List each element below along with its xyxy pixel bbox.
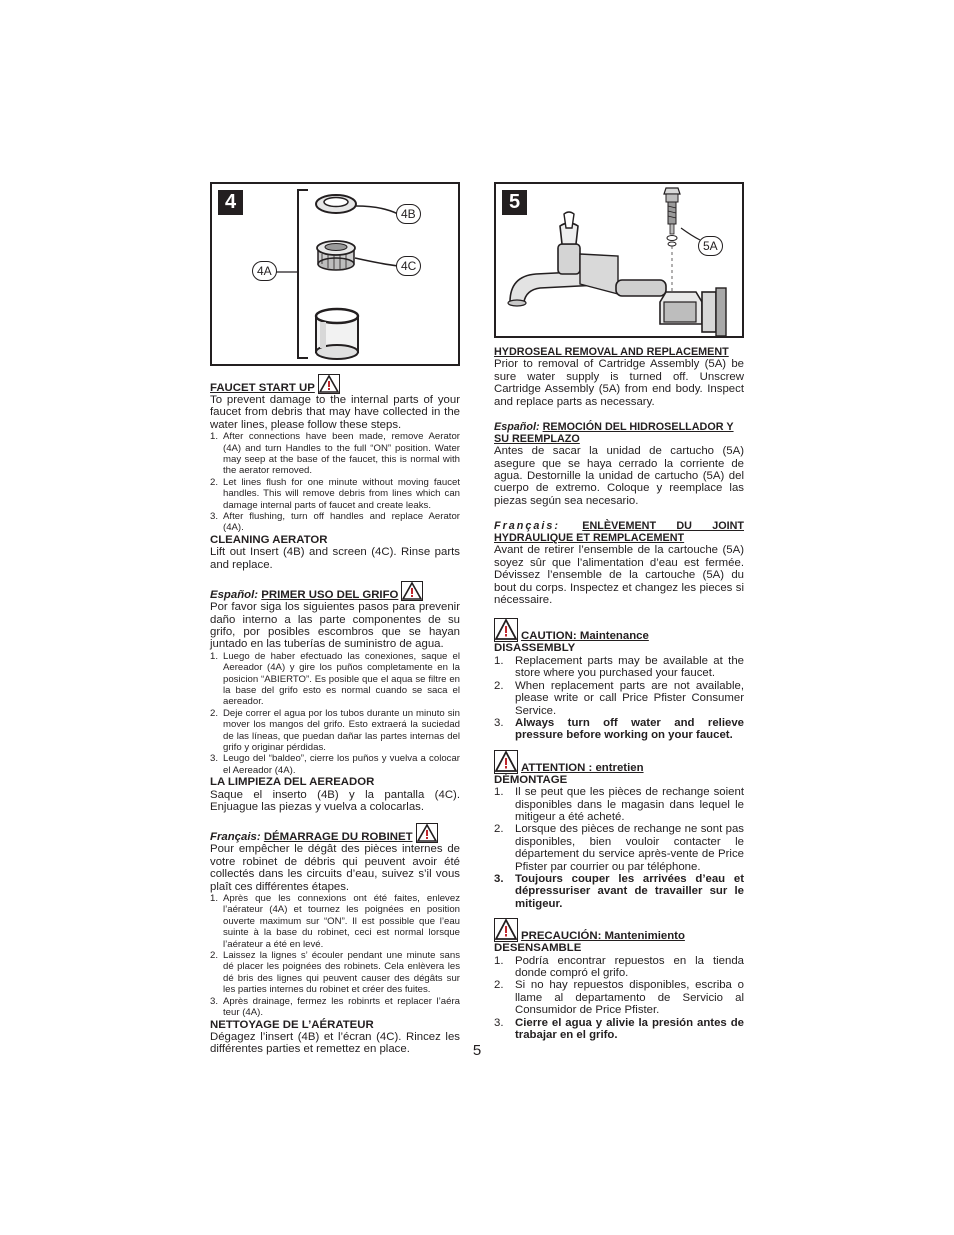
left-column bbox=[210, 182, 460, 1056]
es-start-up-steps bbox=[210, 651, 460, 776]
callout-5a: 5A bbox=[698, 236, 723, 256]
fr-start-up-intro: Pour empêcher le dégât des pièces internes de votre robinet de débris qui peuvent avoir été collectés dans les circuits d’eau, suivez s’il vous plaît ces différentes étapes. bbox=[210, 843, 460, 893]
page-number: 5 bbox=[472, 1042, 482, 1059]
warning-icon bbox=[494, 750, 518, 774]
warning-icon bbox=[416, 823, 438, 843]
list-item: 2. Let lines flush for one minute without moving faucet handles. This will remove debris from lines which can damage internal parts of faucet and create leaks. bbox=[210, 476, 460, 511]
faucet-start-up-intro: To prevent damage to the internal parts of your faucet from debris that may have collected in the water lines, please follow these steps. bbox=[210, 394, 460, 431]
attention-heading-row bbox=[494, 750, 744, 774]
caution-heading: CAUTION: Maintenance bbox=[521, 630, 649, 643]
hydroseal-heading: HYDROSEAL REMOVAL AND REPLACEMENT bbox=[494, 346, 729, 358]
figure-4-aerator-diagram bbox=[210, 182, 460, 366]
attention-steps bbox=[494, 786, 744, 910]
fr-start-up-heading-row bbox=[210, 823, 460, 843]
fr-cleaning-text: Dégagez l’insert (4B) et l’écran (4C). Rincez les différentes parties et remettez en place. bbox=[210, 1030, 460, 1056]
fr-start-up-heading: DÉMARRAGE DU ROBINET bbox=[263, 831, 413, 844]
callout-4b: 4B bbox=[396, 204, 421, 224]
list-item: 3. Toujours couper les arrivées d’eau et dépressuriser avant de travailler sur le mitigeur. bbox=[494, 872, 744, 910]
list-item: 3. After flushing, turn off handles and replace Aerator (4A). bbox=[210, 511, 460, 534]
es-start-up-heading: PRIMER USO DEL GRIFO bbox=[261, 589, 399, 602]
fr-label: Français: bbox=[210, 831, 261, 844]
figure-5-cartridge-diagram bbox=[494, 182, 744, 338]
figure-4-number: 4 bbox=[218, 190, 243, 215]
precaucion-heading-row bbox=[494, 918, 744, 942]
disassembly-heading: DISASSEMBLY bbox=[494, 642, 576, 655]
es-label: Español: bbox=[494, 421, 540, 434]
caution-heading-row bbox=[494, 618, 744, 642]
fr-label: Français: bbox=[494, 520, 561, 533]
es-hydroseal-heading-row bbox=[494, 422, 744, 445]
attention-heading: ATTENTION : entretien bbox=[521, 761, 644, 774]
list-item: 2. Lorsque des pièces de rechange ne sont pas disponibles, bien vouloir contacter le département du service après-vente de Price Pfister par courrier ou par téléphone. bbox=[494, 823, 744, 873]
list-item: 1. Replacement parts may be available at the store where you purchased your faucet. bbox=[494, 654, 744, 680]
warning-icon bbox=[494, 918, 518, 942]
callout-4c: 4C bbox=[396, 256, 421, 276]
caution-steps bbox=[494, 655, 744, 742]
list-item: 1. After connections have been made, remove Aerator (4A) and turn Handles to the full “ON” position. Water may seep at the base of the faucet, this is normal with the aerator removed. bbox=[210, 431, 460, 477]
wall-faucet-illustration bbox=[496, 184, 742, 336]
warning-icon bbox=[401, 581, 423, 601]
fr-start-up-steps bbox=[210, 893, 460, 1018]
faucet-start-up-steps bbox=[210, 431, 460, 534]
list-item: 1. Luego de haber efectuado las conexiones, saque el Aereador (4A) y gire los puños completamente en la posicion “ABIERTO”. Es posible que el aqua se filtre en la base del grifo esto es normal cuando se saca el aereador. bbox=[210, 650, 460, 708]
list-item: 2. When replacement parts are not available, please write or call Price Pfister Consumer Service. bbox=[494, 679, 744, 717]
fr-cleaning-heading: NETTOYAGE DE L’AÉRATEUR bbox=[210, 1018, 374, 1031]
precaucion-steps bbox=[494, 955, 744, 1042]
aerator-parts-illustration bbox=[212, 184, 458, 364]
es-cleaning-text: Saque el inserto (4B) y la pantalla (4C). Enjuague las piezas y vuelva a colocarlas. bbox=[210, 788, 460, 813]
warning-icon bbox=[318, 374, 340, 394]
warning-icon bbox=[494, 618, 518, 642]
list-item: 2. Laissez la lignes s’ écouler pendant une minute sans dé placer les poignées des robinets. Cela enlèvera les dé bris des lignes qui peuvent causer des dégâts sur les parties internes du robinet et créer des fuites. bbox=[210, 950, 460, 996]
insert-4b-part bbox=[316, 195, 356, 213]
list-item: 3. Always turn off water and relieve pressure before working on your faucet. bbox=[494, 716, 744, 742]
list-item: 1. Il se peut que les pièces de rechange soient disponibles dans le magasin dans lequel le mitigeur a été acheté. bbox=[494, 786, 744, 823]
fr-hydroseal-text: Avant de retirer l’ensemble de la cartouche (5A) soyez sûr que l’alimentation d’eau est fermée. Dévissez l’ensemble de la cartouche (5A) du bout du corps. Inspectez et changez les pieces si nécessaire. bbox=[494, 544, 744, 607]
fr-hydroseal-heading: ENLÈVEMENT DU JOINT HYDRAULIQUE ET REMPLACEMENT bbox=[494, 520, 744, 544]
es-start-up-heading-row bbox=[210, 581, 460, 601]
faucet-start-up-heading-row bbox=[210, 374, 460, 394]
figure-5-number: 5 bbox=[502, 190, 527, 215]
es-hydroseal-heading: REMOCIÓN DEL HIDROSELLADOR Y SU REEMPLAZO bbox=[494, 421, 734, 445]
list-item: 2. Si no hay repuestos disponibles, escriba o llame al departamento de Servicio al Consumidor de Price Pfister. bbox=[494, 979, 744, 1017]
list-item: 3. Après drainage, fermez les robinrts et replacer l’aéra teur (4A). bbox=[210, 995, 460, 1019]
hydroseal-text: Prior to removal of Cartridge Assembly (5A) be sure water supply is turned off. Unscrew Cartridge Assembly (5A) from end body. Inspect and replace parts as necessary. bbox=[494, 358, 744, 408]
cartridge-5a-part bbox=[664, 188, 680, 294]
es-start-up-intro: Por favor siga los siguientes pasos para prevenir daño interno a las parte componentes de su grifo, por posibles escombros que se hayan juntado en las tuberías de suministro de agua. bbox=[210, 601, 460, 651]
es-cleaning-heading: LA LIMPIEZA DEL AEREADOR bbox=[210, 776, 375, 789]
aerator-4a-part bbox=[316, 309, 358, 359]
list-item: 3. Cierre el agua y alivie la presión antes de trabajar en el grifo. bbox=[494, 1016, 744, 1042]
cleaning-aerator-text: Lift out Insert (4B) and screen (4C). Rinse parts and replace. bbox=[210, 546, 460, 571]
precaucion-heading: PRECAUCIÓN: Mantenimiento bbox=[521, 930, 685, 943]
list-item: 3. Leugo del “baldeo”, cierre los puños y vuelva a colocar el Aereador (4A). bbox=[210, 753, 460, 776]
faucet-start-up-heading: FAUCET START UP bbox=[210, 382, 315, 394]
es-label: Español: bbox=[210, 589, 259, 602]
callout-4a: 4A bbox=[252, 261, 277, 281]
cleaning-aerator-heading: CLEANING AERATOR bbox=[210, 533, 328, 546]
demontage-heading: DÉMONTAGE bbox=[494, 773, 568, 786]
fr-hydroseal-heading-row bbox=[494, 521, 744, 544]
screen-4c-part bbox=[317, 241, 355, 270]
right-column bbox=[494, 182, 744, 1041]
es-hydroseal-text: Antes de sacar la unidad de cartucho (5A) asegure que se haya cerrado la corriente de agua. Destornille la unidad de cartucho (5A) del cuerpo de extremo. Coloque y reemplace las piezas según sea necesario. bbox=[494, 445, 744, 507]
list-item: 1. Podría encontrar repuestos en la tienda donde compró el grifo. bbox=[494, 954, 744, 979]
desensamble-heading: DESENSAMBLE bbox=[494, 942, 582, 955]
list-item: 2. Deje correr el agua por los tubos durante un minuto sin mover los mangos del grifo. Esto extraerá la suciedad de las líneas, que puedan dañar las partes internas del grifo y originar pérdidas. bbox=[210, 707, 460, 753]
list-item: 1. Après que les connexions ont été faites, enlevez l’aérateur (4A) et tournez les poignées en position ouverte maximum sur “ON”. Il est possible que l’eau suinte à la base du robinet, ceci est normal lorsque l’aérateur a été en levé. bbox=[210, 893, 460, 950]
